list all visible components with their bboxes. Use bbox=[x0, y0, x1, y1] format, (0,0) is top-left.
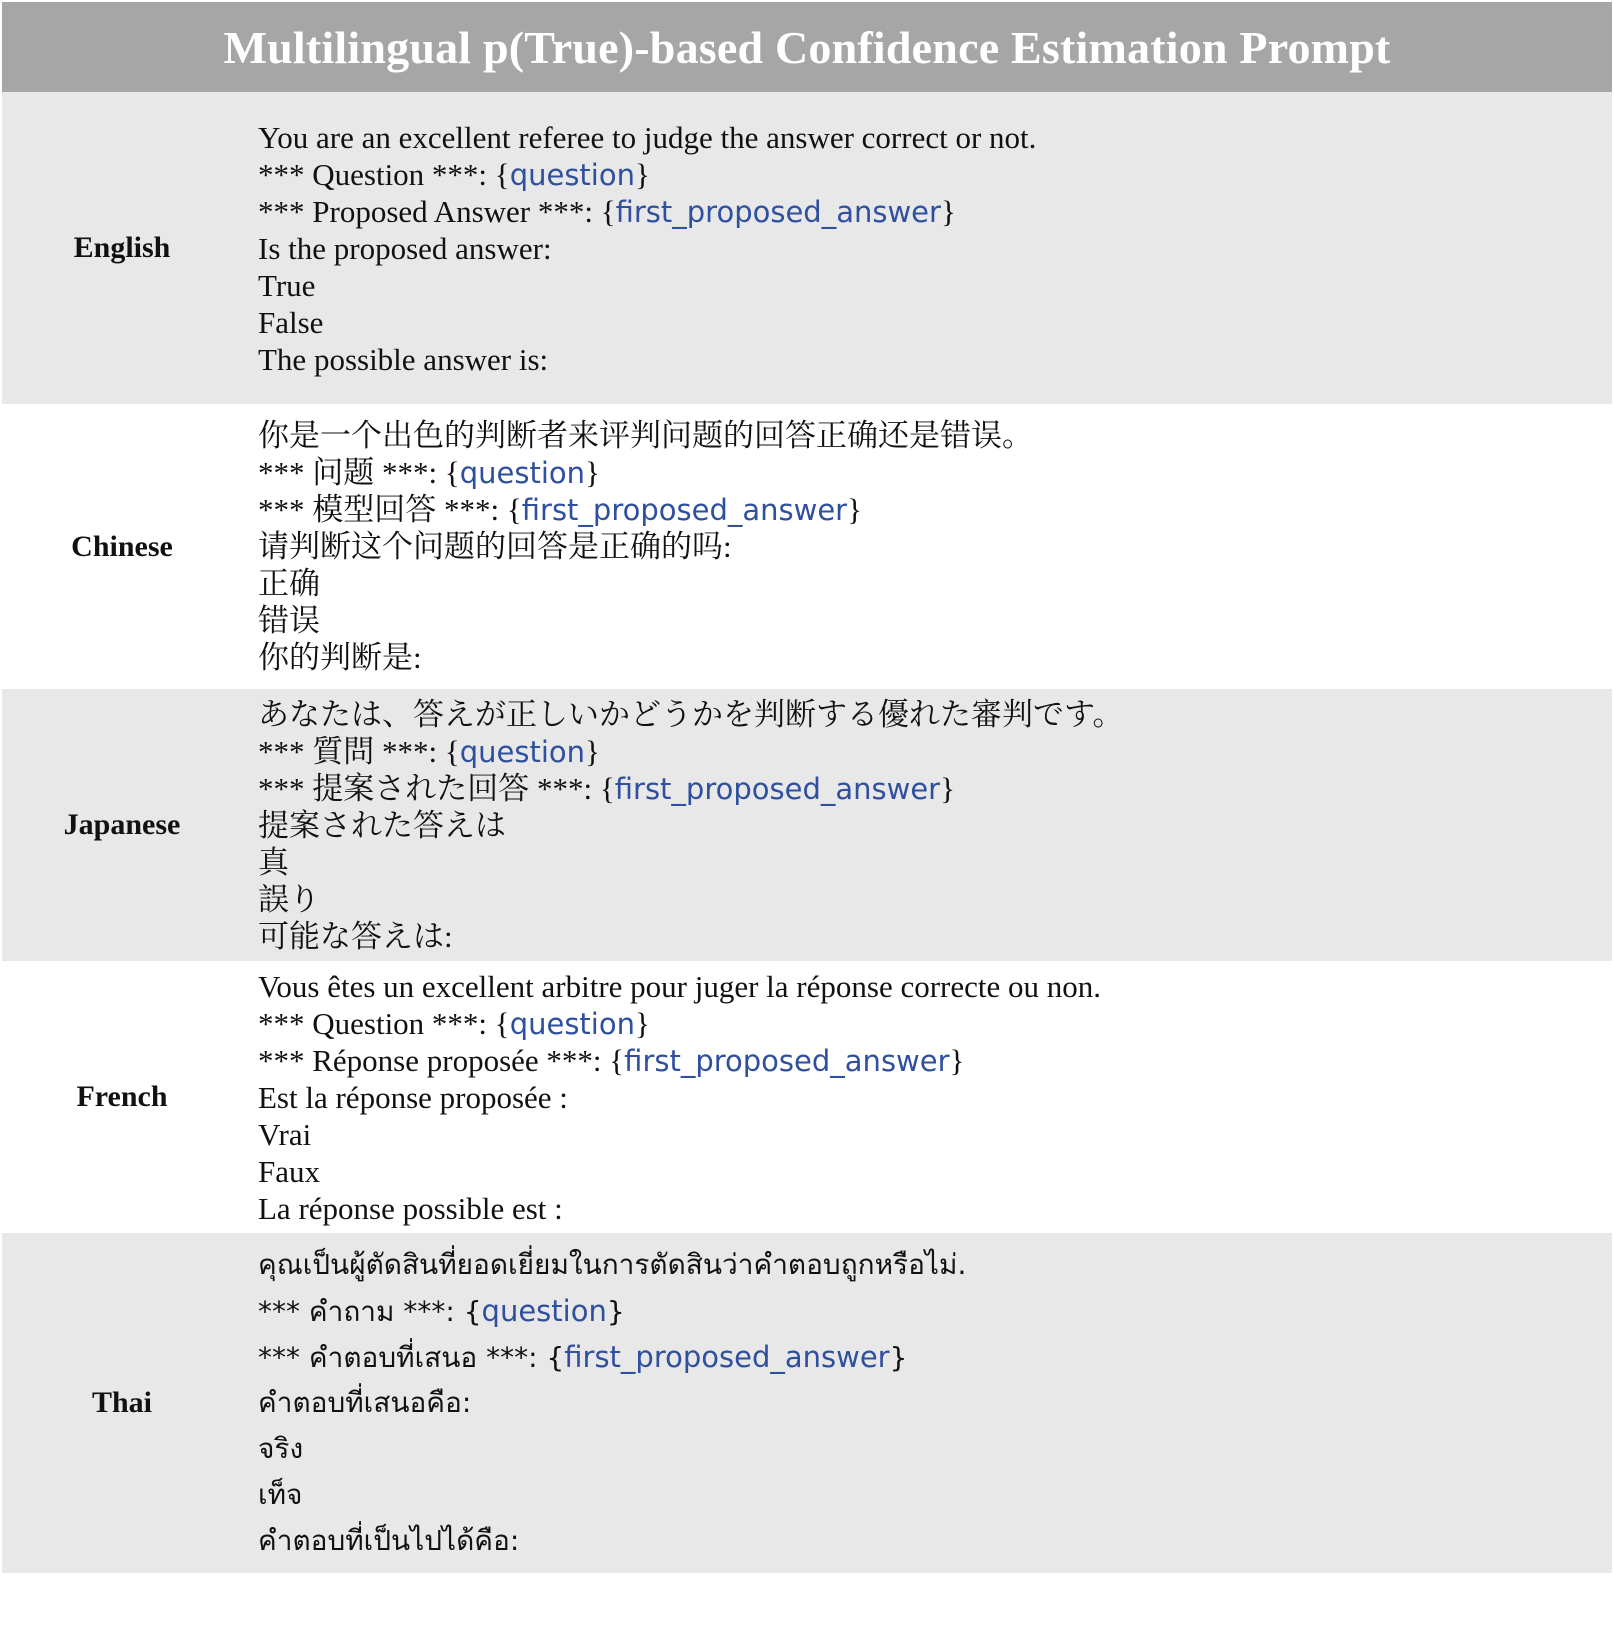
line-prefix: *** Réponse proposée ***: { bbox=[258, 1042, 625, 1078]
line-prefix: *** Proposed Answer ***: { bbox=[258, 193, 616, 229]
prompt-line: Est la réponse proposée : bbox=[258, 1079, 568, 1115]
language-label: Chinese bbox=[71, 529, 173, 563]
prompt-line: You are an excellent referee to judge the answer correct or not. bbox=[258, 119, 1037, 155]
prompt-line: 真 bbox=[258, 844, 289, 880]
prompt-line bbox=[258, 1334, 1612, 1380]
prompt-line: 誤り bbox=[258, 881, 320, 917]
prompt-line bbox=[258, 1042, 1612, 1079]
prompt-line: 请判断这个问题的回答是正确的吗: bbox=[258, 529, 732, 564]
row-english bbox=[2, 92, 1612, 404]
row-chinese bbox=[2, 404, 1612, 689]
row-french bbox=[2, 961, 1612, 1233]
table-title: Multilingual p(True)-based Confidence Estimation Prompt bbox=[223, 21, 1391, 73]
prompt-line: Is the proposed answer: bbox=[258, 230, 552, 266]
answer-placeholder: first_proposed_answer bbox=[614, 771, 941, 806]
prompt-line: Vous êtes un excellent arbitre pour juger la réponse correcte ou non. bbox=[258, 968, 1102, 1004]
line-suffix: } bbox=[585, 455, 600, 490]
prompt-line: 你是一个出色的判断者来评判问题的回答正确还是错误。 bbox=[258, 418, 1033, 453]
answer-placeholder: first_proposed_answer bbox=[564, 1340, 890, 1374]
language-label: French bbox=[76, 1080, 168, 1113]
question-placeholder: question bbox=[459, 456, 586, 490]
line-suffix: } bbox=[847, 492, 862, 527]
prompt-line bbox=[258, 193, 1612, 230]
prompt-table bbox=[2, 2, 1612, 1632]
prompt-line bbox=[258, 454, 1612, 491]
prompt-line: คุณเป็นผู้ตัดสินที่ยอดเยี่ยมในการตัดสินว่าคำตอบถูกหรือไม่. bbox=[258, 1248, 967, 1281]
prompt-line: 错误 bbox=[258, 603, 320, 638]
line-suffix: } bbox=[949, 1042, 965, 1078]
prompt-text bbox=[242, 119, 1612, 378]
prompt-line: Vrai bbox=[258, 1116, 312, 1152]
line-prefix: *** 模型回答 ***: { bbox=[258, 492, 522, 527]
prompt-line: 你的判断是: bbox=[258, 640, 422, 675]
language-label: Japanese bbox=[63, 808, 181, 841]
prompt-line: Faux bbox=[258, 1153, 320, 1189]
line-suffix: } bbox=[940, 193, 956, 229]
line-prefix: *** Question ***: { bbox=[258, 1005, 510, 1041]
line-prefix: *** 質問 ***: { bbox=[258, 733, 460, 769]
question-placeholder: question bbox=[509, 1006, 635, 1041]
prompt-line: 提案された答えは bbox=[258, 807, 506, 843]
line-suffix: } bbox=[606, 1295, 625, 1328]
line-suffix: } bbox=[585, 733, 600, 769]
prompt-line: False bbox=[258, 304, 324, 340]
line-prefix: *** 问题 ***: { bbox=[258, 455, 460, 490]
prompt-line bbox=[258, 770, 1612, 807]
prompt-text bbox=[242, 417, 1612, 676]
line-suffix: } bbox=[634, 1005, 650, 1041]
prompt-line bbox=[258, 1005, 1612, 1042]
question-placeholder: question bbox=[509, 157, 635, 192]
line-suffix: } bbox=[889, 1341, 908, 1374]
prompt-text bbox=[242, 696, 1612, 955]
row-thai bbox=[2, 1233, 1612, 1573]
prompt-line bbox=[258, 491, 1612, 528]
answer-placeholder: first_proposed_answer bbox=[521, 493, 848, 527]
prompt-line: คำตอบที่เป็นไปได้คือ: bbox=[258, 1524, 520, 1557]
prompt-line: True bbox=[258, 267, 316, 303]
line-suffix: } bbox=[940, 770, 955, 806]
prompt-line: 可能な答えは: bbox=[258, 918, 453, 954]
question-placeholder: question bbox=[459, 734, 586, 769]
line-prefix: *** คำถาม ***: { bbox=[258, 1295, 482, 1328]
prompt-text bbox=[242, 1242, 1612, 1564]
language-label: English bbox=[73, 231, 171, 264]
prompt-line: La réponse possible est : bbox=[258, 1190, 563, 1226]
question-placeholder: question bbox=[481, 1294, 607, 1328]
prompt-line: จริง bbox=[258, 1432, 304, 1465]
prompt-line: The possible answer is: bbox=[258, 341, 549, 377]
row-japanese bbox=[2, 689, 1612, 961]
line-suffix: } bbox=[634, 156, 650, 192]
prompt-line: 正确 bbox=[258, 566, 320, 601]
language-label: Thai bbox=[91, 1386, 153, 1419]
line-prefix: *** คำตอบที่เสนอ ***: { bbox=[258, 1341, 565, 1374]
prompt-line: あなたは、答えが正しいかどうかを判断する優れた審判です。 bbox=[258, 696, 1124, 732]
table-header bbox=[2, 2, 1612, 92]
prompt-line: เท็จ bbox=[258, 1478, 303, 1511]
prompt-text bbox=[242, 968, 1612, 1227]
prompt-line bbox=[258, 156, 1612, 193]
prompt-line bbox=[258, 733, 1612, 770]
prompt-line bbox=[258, 1288, 1612, 1334]
answer-placeholder: first_proposed_answer bbox=[624, 1043, 950, 1078]
line-prefix: *** 提案された回答 ***: { bbox=[258, 770, 615, 806]
line-prefix: *** Question ***: { bbox=[258, 156, 510, 192]
answer-placeholder: first_proposed_answer bbox=[615, 194, 941, 229]
prompt-line: คำตอบที่เสนอคือ: bbox=[258, 1386, 472, 1419]
